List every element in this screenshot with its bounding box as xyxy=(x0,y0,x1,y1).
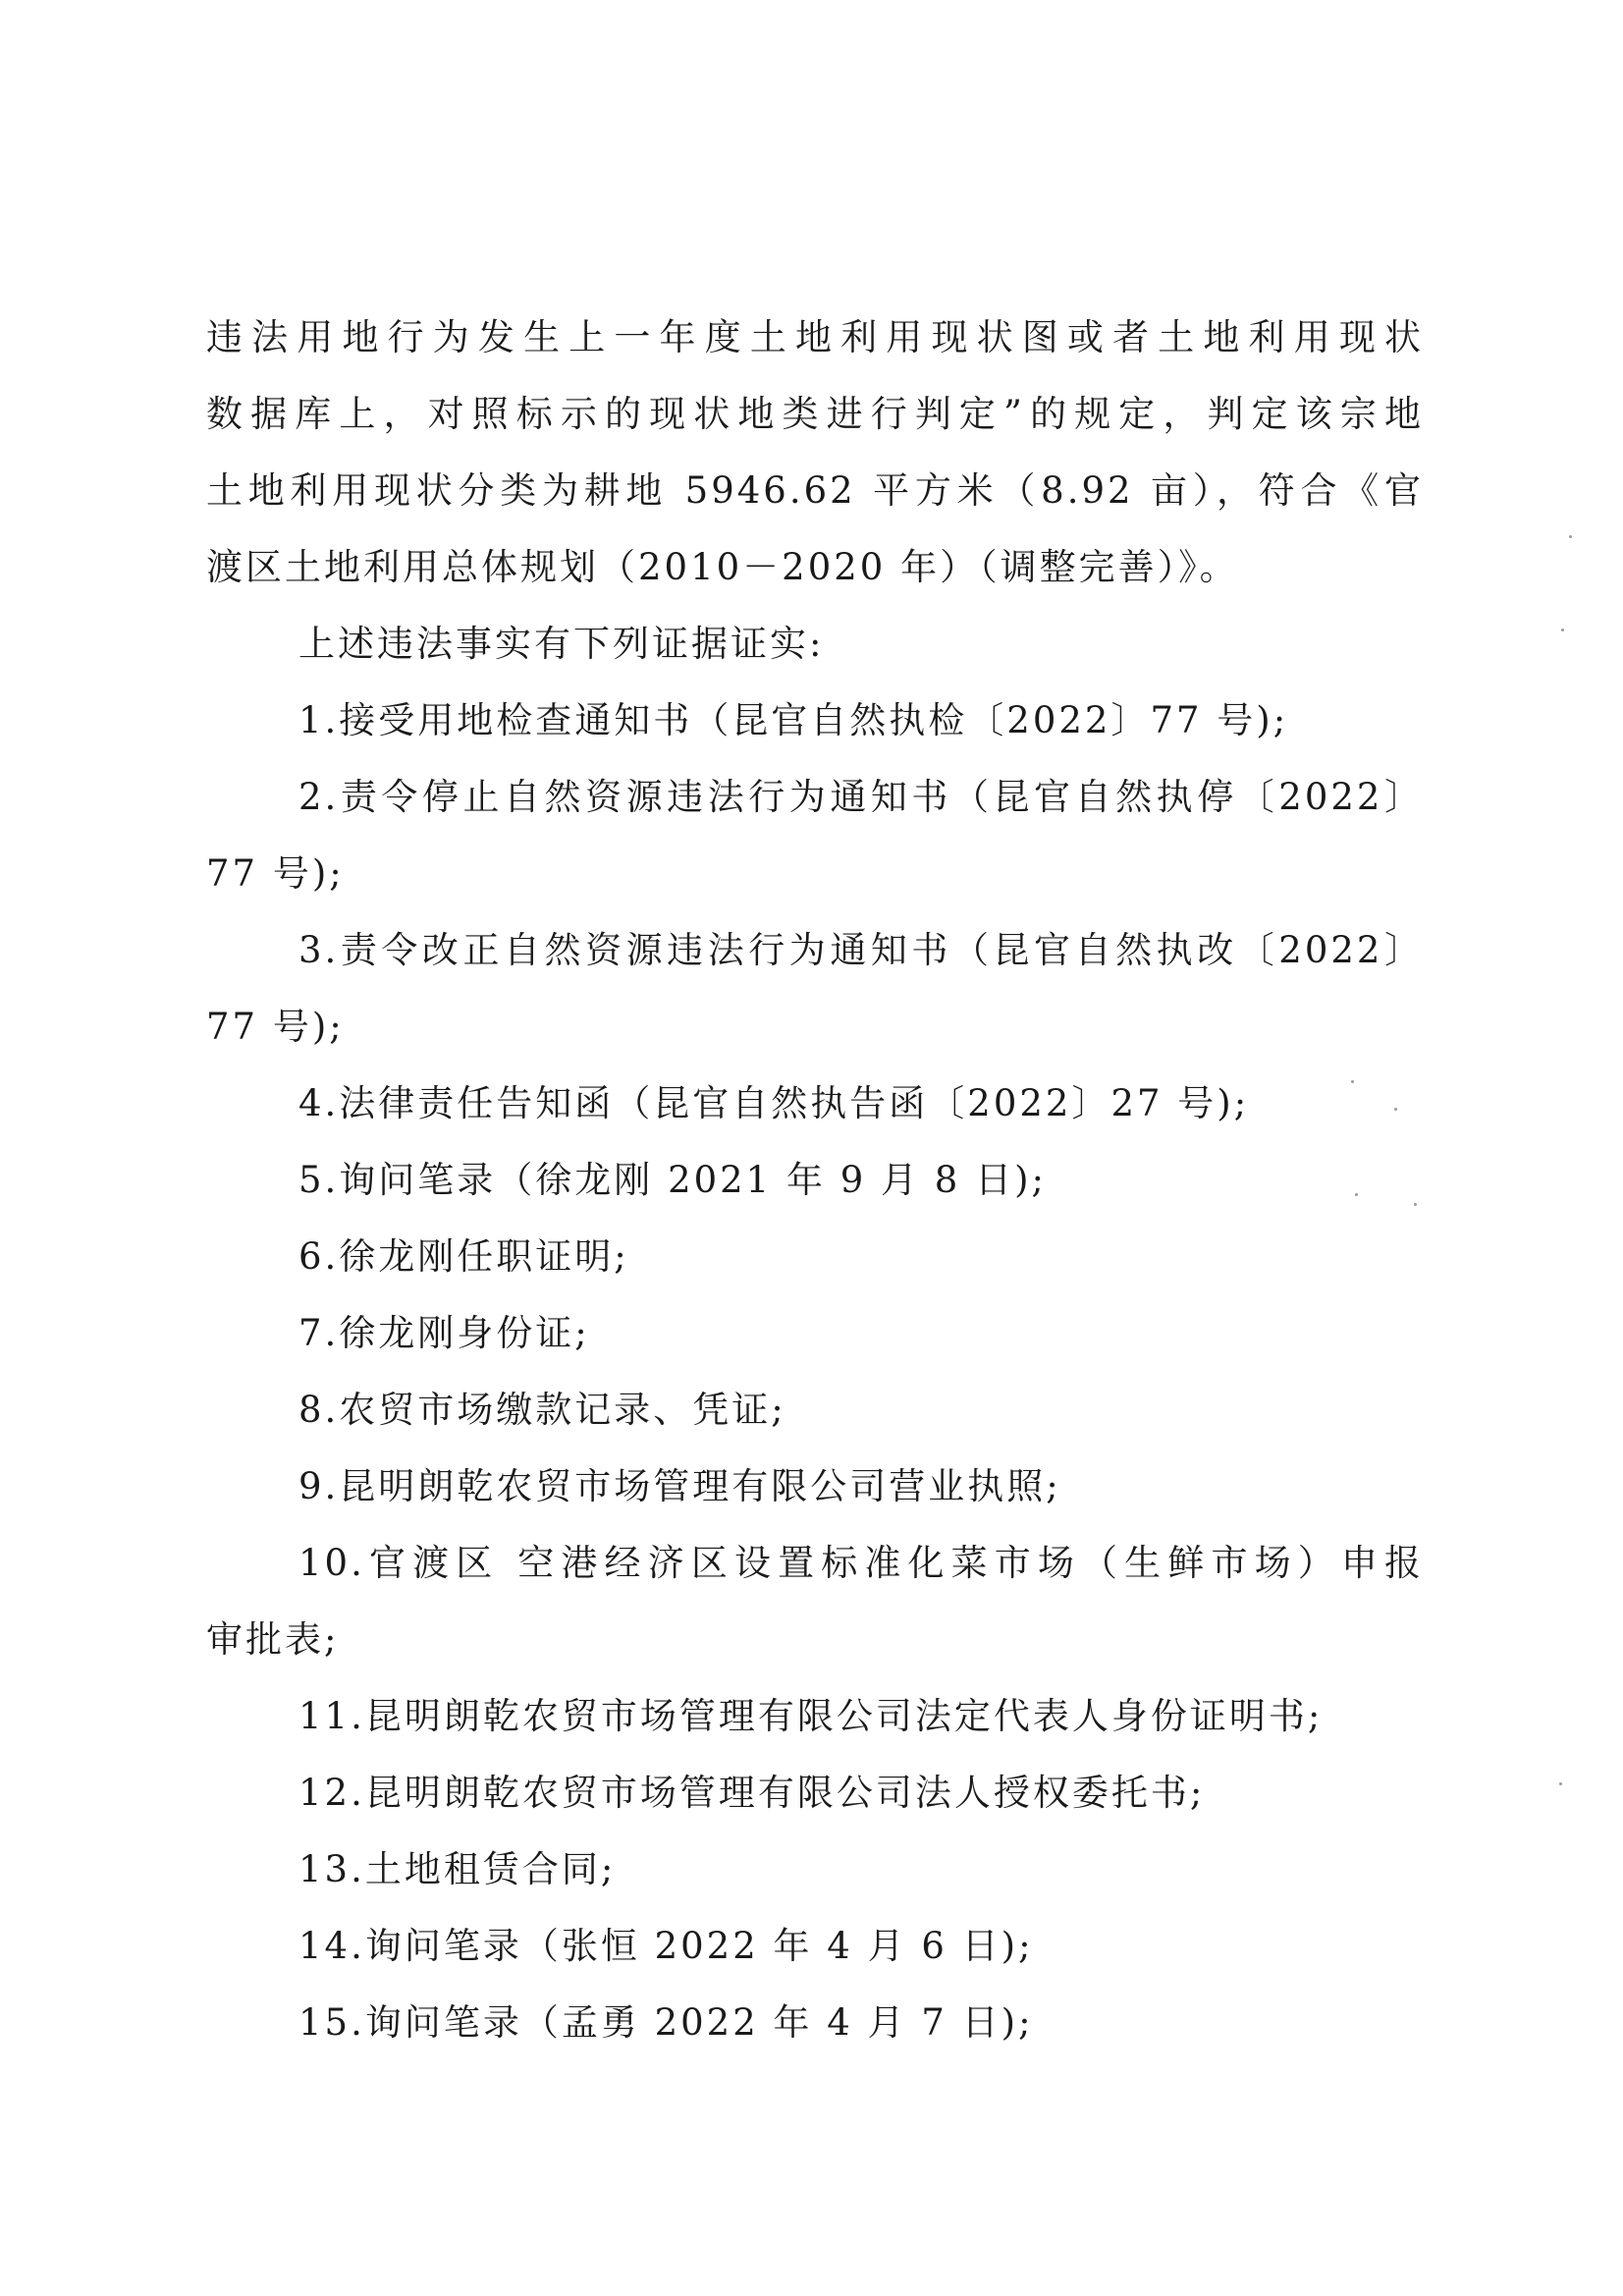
intro-line-3: 土地利用现状分类为耕地 5946.62 平方米（8.92 亩），符合《官 xyxy=(206,469,1424,512)
evidence-item-12: 12.昆明朗乾农贸市场管理有限公司法人授权委托书; xyxy=(298,1772,1206,1814)
scan-speck xyxy=(1569,535,1572,538)
evidence-item-3: 3.责令改正自然资源违法行为通知书（昆官自然执改〔2022〕 xyxy=(298,929,1424,971)
evidence-item-14: 14.询问笔录（张恒 2022 年 4 月 6 日); xyxy=(298,1925,1034,1967)
document-body xyxy=(206,300,1424,2061)
scan-speck xyxy=(1355,1193,1358,1196)
evidence-item-9: 9.昆明朗乾农贸市场管理有限公司营业执照; xyxy=(298,1465,1061,1507)
evidence-heading: 上述违法事实有下列证据证实: xyxy=(298,623,825,665)
evidence-item-10-cont: 审批表; xyxy=(206,1618,340,1661)
evidence-item-4: 4.法律责任告知函（昆官自然执告函〔2022〕27 号); xyxy=(298,1082,1250,1124)
evidence-item-2-cont: 77 号); xyxy=(206,852,345,895)
scan-speck xyxy=(1394,1108,1397,1111)
evidence-item-6: 6.徐龙刚任职证明; xyxy=(298,1235,629,1278)
scan-speck xyxy=(1414,1203,1417,1206)
evidence-item-1: 1.接受用地检查通知书（昆官自然执检〔2022〕77 号); xyxy=(298,699,1289,741)
evidence-item-15: 15.询问笔录（孟勇 2022 年 4 月 7 日); xyxy=(298,2001,1034,2044)
evidence-item-3-cont: 77 号); xyxy=(206,1006,345,1048)
intro-line-1: 违法用地行为发生上一年度土地利用现状图或者土地利用现状 xyxy=(206,316,1424,358)
evidence-item-7: 7.徐龙刚身份证; xyxy=(298,1312,590,1354)
scan-speck xyxy=(1561,629,1564,631)
evidence-item-11: 11.昆明朗乾农贸市场管理有限公司法定代表人身份证明书; xyxy=(298,1695,1324,1737)
evidence-item-13: 13.土地租赁合同; xyxy=(298,1848,617,1890)
evidence-item-2: 2.责令停止自然资源违法行为通知书（昆官自然执停〔2022〕 xyxy=(298,776,1424,818)
evidence-item-10: 10.官渡区 空港经济区设置标准化菜市场（生鲜市场）申报 xyxy=(298,1542,1424,1584)
evidence-item-8: 8.农贸市场缴款记录、凭证; xyxy=(298,1389,786,1431)
evidence-item-5: 5.询问笔录（徐龙刚 2021 年 9 月 8 日); xyxy=(298,1159,1048,1201)
intro-line-4: 渡区土地利用总体规划（2010－2020 年）（调整完善）》。 xyxy=(206,546,1239,588)
intro-line-2: 数据库上，对照标示的现状地类进行判定”的规定，判定该宗地 xyxy=(206,393,1424,435)
scan-speck xyxy=(1559,1782,1562,1785)
scan-speck xyxy=(1351,1080,1354,1083)
